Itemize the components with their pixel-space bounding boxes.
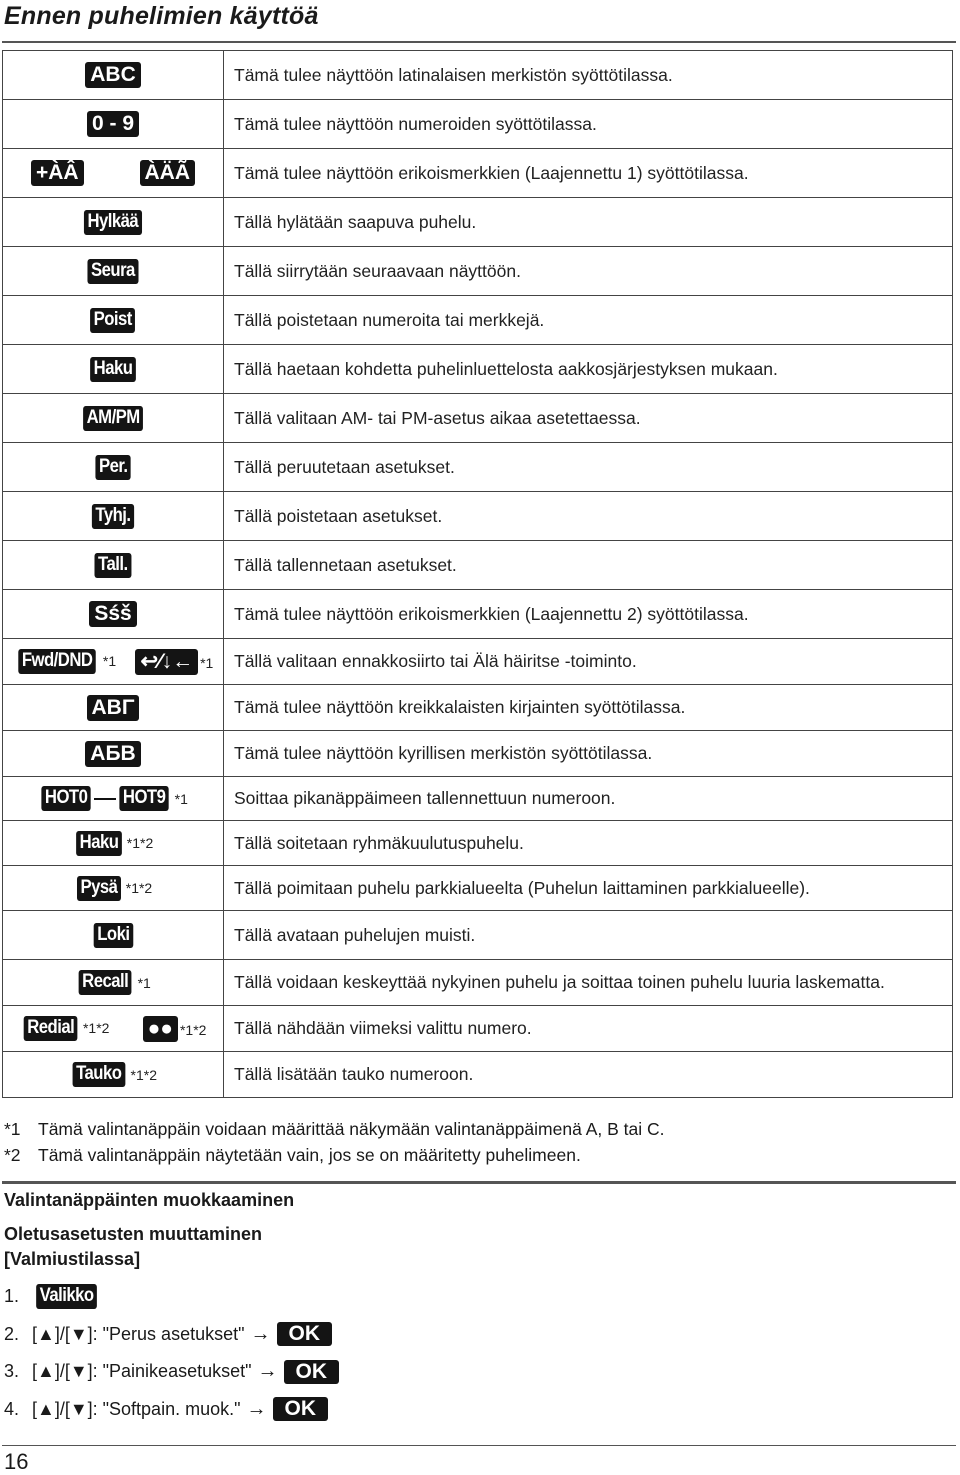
forward-icon-key: ↩⁄↓← (135, 649, 198, 675)
row-description: Tällä voidaan keskeyttää nykyinen puhelu ja soittaa toinen puhelu luuria laskematta. (224, 960, 953, 1006)
hot0-key: HOT0 (41, 786, 91, 811)
row-description: Tämä tulee näyttöön numeroiden syöttötilassa. (224, 100, 953, 149)
row-description: Tällä siirrytään seuraavaan näyttöön. (224, 247, 953, 296)
page-title: Ennen puhelimien käyttöä (4, 2, 319, 30)
table-row (3, 777, 953, 821)
fwd-dnd-key: Fwd/DND (18, 649, 96, 674)
table-row (3, 247, 953, 296)
list-item: 3. [▲]/[▼]: "Painikeasetukset" → OK (4, 1353, 339, 1391)
extended1-key-a: +ÀÂ (31, 160, 84, 186)
table-row (3, 639, 953, 685)
row-description: Tällä avataan puhelujen muisti. (224, 911, 953, 960)
footnote-mark: *1 (102, 653, 117, 669)
table-row (3, 1052, 953, 1098)
section-subheading: Oletusasetusten muuttaminen (4, 1224, 263, 1244)
arrow-right-icon: → (257, 1360, 278, 1383)
footnote-mark: *1 (137, 974, 151, 991)
footnote-mark: *1*2 (130, 1066, 157, 1083)
row-description: Soittaa pikanäppäimeen tallennettuun numeroon. (224, 777, 953, 821)
row-description: Tämä tulee näyttöön erikoismerkkien (Laajennettu 1) syöttötilassa. (224, 149, 953, 198)
ok-key: OK (277, 1322, 333, 1346)
footnote-mark: *1 (200, 654, 214, 671)
table-row (3, 100, 953, 149)
row-description: Tämä tulee näyttöön kyrillisen merkistön syöttötilassa. (224, 731, 953, 777)
row-description: Tällä poistetaan asetukset. (224, 492, 953, 541)
reject-key: Hylkää (84, 210, 142, 235)
section-divider (2, 1181, 956, 1184)
footnote: *1 Tämä valintanäppäin voidaan määrittää näkymään valintanäppäimenä A, B tai C. (4, 1119, 665, 1139)
row-description: Tällä poimitaan puhelu parkkialueelta (Puhelun laittaminen parkkialueelle). (224, 866, 953, 911)
page-number: 16 (4, 1449, 29, 1474)
footnote: *2 Tämä valintanäppäin näytetään vain, jos se on määritetty puhelimeen. (4, 1145, 581, 1165)
section-heading: Valintanäppäinten muokkaaminen (4, 1190, 295, 1210)
table-row (3, 821, 953, 866)
list-item: 1. Valikko (4, 1278, 339, 1316)
park-key: Pysä (77, 876, 121, 901)
redial-key: Redial (23, 1016, 77, 1041)
nav-keys: [▲]/[▼]: (32, 1323, 103, 1344)
save-key: Tall. (95, 553, 132, 578)
log-key: Loki (93, 923, 132, 948)
row-description: Tällä peruutetaan asetukset. (224, 443, 953, 492)
menu-key: Valikko (36, 1284, 97, 1309)
cyrillic-key: АБВ (85, 741, 140, 767)
row-description: Tämä tulee näyttöön kreikkalaisten kirjainten syöttötilassa. (224, 685, 953, 731)
row-description: Tällä lisätään tauko numeroon. (224, 1052, 953, 1098)
footnotes (4, 1116, 665, 1168)
arrow-right-icon: → (246, 1397, 267, 1420)
footnote-mark: *1*2 (125, 880, 153, 896)
row-description: Tällä valitaan AM- tai PM-asetus aikaa asetettaessa. (224, 394, 953, 443)
am-pm-key: AM/PM (83, 406, 143, 431)
range-dash (94, 798, 116, 800)
mode-label: [Valmiustilassa] (4, 1249, 141, 1269)
nav-keys: [▲]/[▼]: (32, 1361, 103, 1382)
footnote-mark: *1*2 (126, 835, 154, 851)
row-description: Tällä valitaan ennakkosiirto tai Älä häiritse -toiminto. (224, 639, 953, 685)
ok-key: OK (284, 1360, 340, 1384)
step-option: "Painikeasetukset" (102, 1361, 252, 1382)
footer-divider (2, 1445, 956, 1446)
redial-icon-key: ●● (143, 1016, 178, 1042)
abc-key: ABC (85, 62, 141, 88)
step-option: "Softpain. muok." (102, 1398, 241, 1419)
search-key: Haku (90, 357, 136, 382)
row-description: Tällä tallennetaan asetukset. (224, 541, 953, 590)
table-row (3, 731, 953, 777)
table-row (3, 685, 953, 731)
row-description: Tällä nähdään viimeksi valittu numero. (224, 1006, 953, 1052)
pause-key: Tauko (73, 1062, 125, 1087)
table-row (3, 345, 953, 394)
table-row (3, 198, 953, 247)
list-item: 2. [▲]/[▼]: "Perus asetukset" → OK (4, 1316, 339, 1354)
table-row (3, 590, 953, 639)
row-description: Tällä soitetaan ryhmäkuulutuspuhelu. (224, 821, 953, 866)
steps-list (4, 1278, 339, 1428)
table-row (3, 394, 953, 443)
delete-key: Poist (90, 308, 135, 333)
page-key: Haku (76, 831, 122, 856)
softkey-table (2, 50, 953, 1098)
table-row (3, 443, 953, 492)
table-row (3, 492, 953, 541)
clear-key: Tyhj. (92, 504, 134, 529)
cancel-key: Per. (95, 455, 131, 480)
table-row (3, 960, 953, 1006)
footnote-mark: *1*2 (82, 1020, 110, 1036)
footnote-mark: *1 (174, 790, 188, 807)
table-row (3, 296, 953, 345)
table-row (3, 866, 953, 911)
row-description: Tällä poistetaan numeroita tai merkkejä. (224, 296, 953, 345)
nav-keys: [▲]/[▼]: (32, 1398, 103, 1419)
table-row (3, 911, 953, 960)
next-key: Seura (88, 259, 139, 284)
step-option: "Perus asetukset" (102, 1323, 245, 1344)
table-row (3, 1006, 953, 1052)
recall-key: Recall (79, 970, 132, 995)
row-description: Tämä tulee näyttöön erikoismerkkien (Laajennettu 2) syöttötilassa. (224, 590, 953, 639)
title-divider (2, 41, 956, 43)
footnote-mark: *1*2 (179, 1021, 207, 1038)
greek-key: ΑΒΓ (87, 695, 140, 721)
list-item: 4. [▲]/[▼]: "Softpain. muok." → OK (4, 1391, 339, 1429)
ok-key: OK (273, 1397, 329, 1421)
arrow-right-icon: → (250, 1322, 271, 1345)
table-row (3, 149, 953, 198)
row-description: Tämä tulee näyttöön latinalaisen merkistön syöttötilassa. (224, 51, 953, 100)
table-row (3, 541, 953, 590)
row-description: Tällä hylätään saapuva puhelu. (224, 198, 953, 247)
hot9-key: HOT9 (120, 786, 170, 811)
numeric-key: 0 - 9 (87, 111, 139, 137)
table-row (3, 51, 953, 100)
row-description: Tällä haetaan kohdetta puhelinluettelosta aakkosjärjestyksen mukaan. (224, 345, 953, 394)
extended2-key: Sśš (89, 601, 136, 627)
extended1-key-b: ÀÄÃ (140, 160, 196, 186)
